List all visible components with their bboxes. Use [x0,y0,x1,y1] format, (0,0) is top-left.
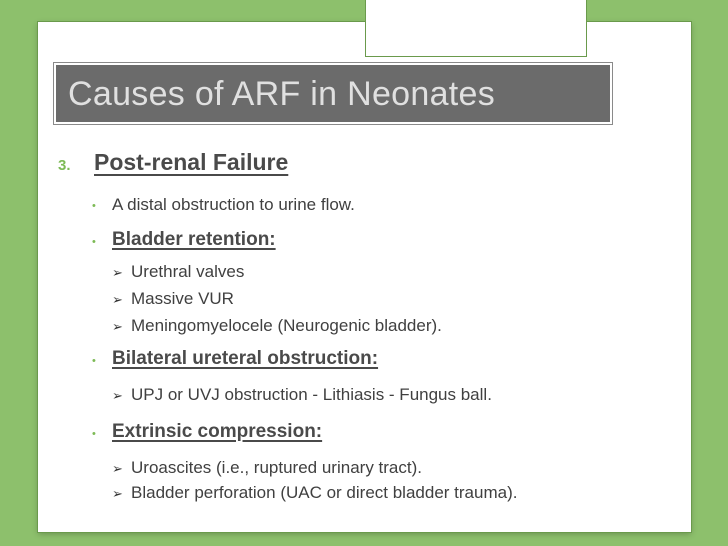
arrow-bullet-icon: ➢ [112,388,123,403]
arrow-bullet-icon: ➢ [112,265,123,280]
section-heading: Post-renal Failure [94,149,289,175]
bullet-glyph: • [92,428,96,440]
slide-title: Causes of ARF in Neonates [68,75,496,113]
list-item: A distal obstruction to urine flow. [112,195,355,214]
list-item-heading: Extrinsic compression: [112,421,323,442]
top-decoration-tab [366,0,586,56]
arrow-bullet-icon: ➢ [112,461,123,476]
list-item-heading: Bladder retention: [112,229,276,250]
title-bar [54,63,612,124]
sub-list-item: UPJ or UVJ obstruction - Lithiasis - Fungus ball. [131,385,492,404]
sub-list-item: Meningomyelocele (Neurogenic bladder). [131,316,442,335]
sub-list-item: Urethral valves [131,262,245,281]
bullet-glyph: • [92,200,96,212]
bullet-glyph: • [92,236,96,248]
arrow-bullet-icon: ➢ [112,486,123,501]
section-number: 3. [58,157,71,174]
sub-list-item: Uroascites (i.e., ruptured urinary tract). [131,458,422,477]
list-item-heading: Bilateral ureteral obstruction: [112,348,379,369]
bullet-glyph: • [92,355,96,367]
sub-list-item: Bladder perforation (UAC or direct bladder trauma). [131,483,518,502]
arrow-bullet-icon: ➢ [112,292,123,307]
sub-list-item: Massive VUR [131,289,234,308]
arrow-bullet-icon: ➢ [112,319,123,334]
